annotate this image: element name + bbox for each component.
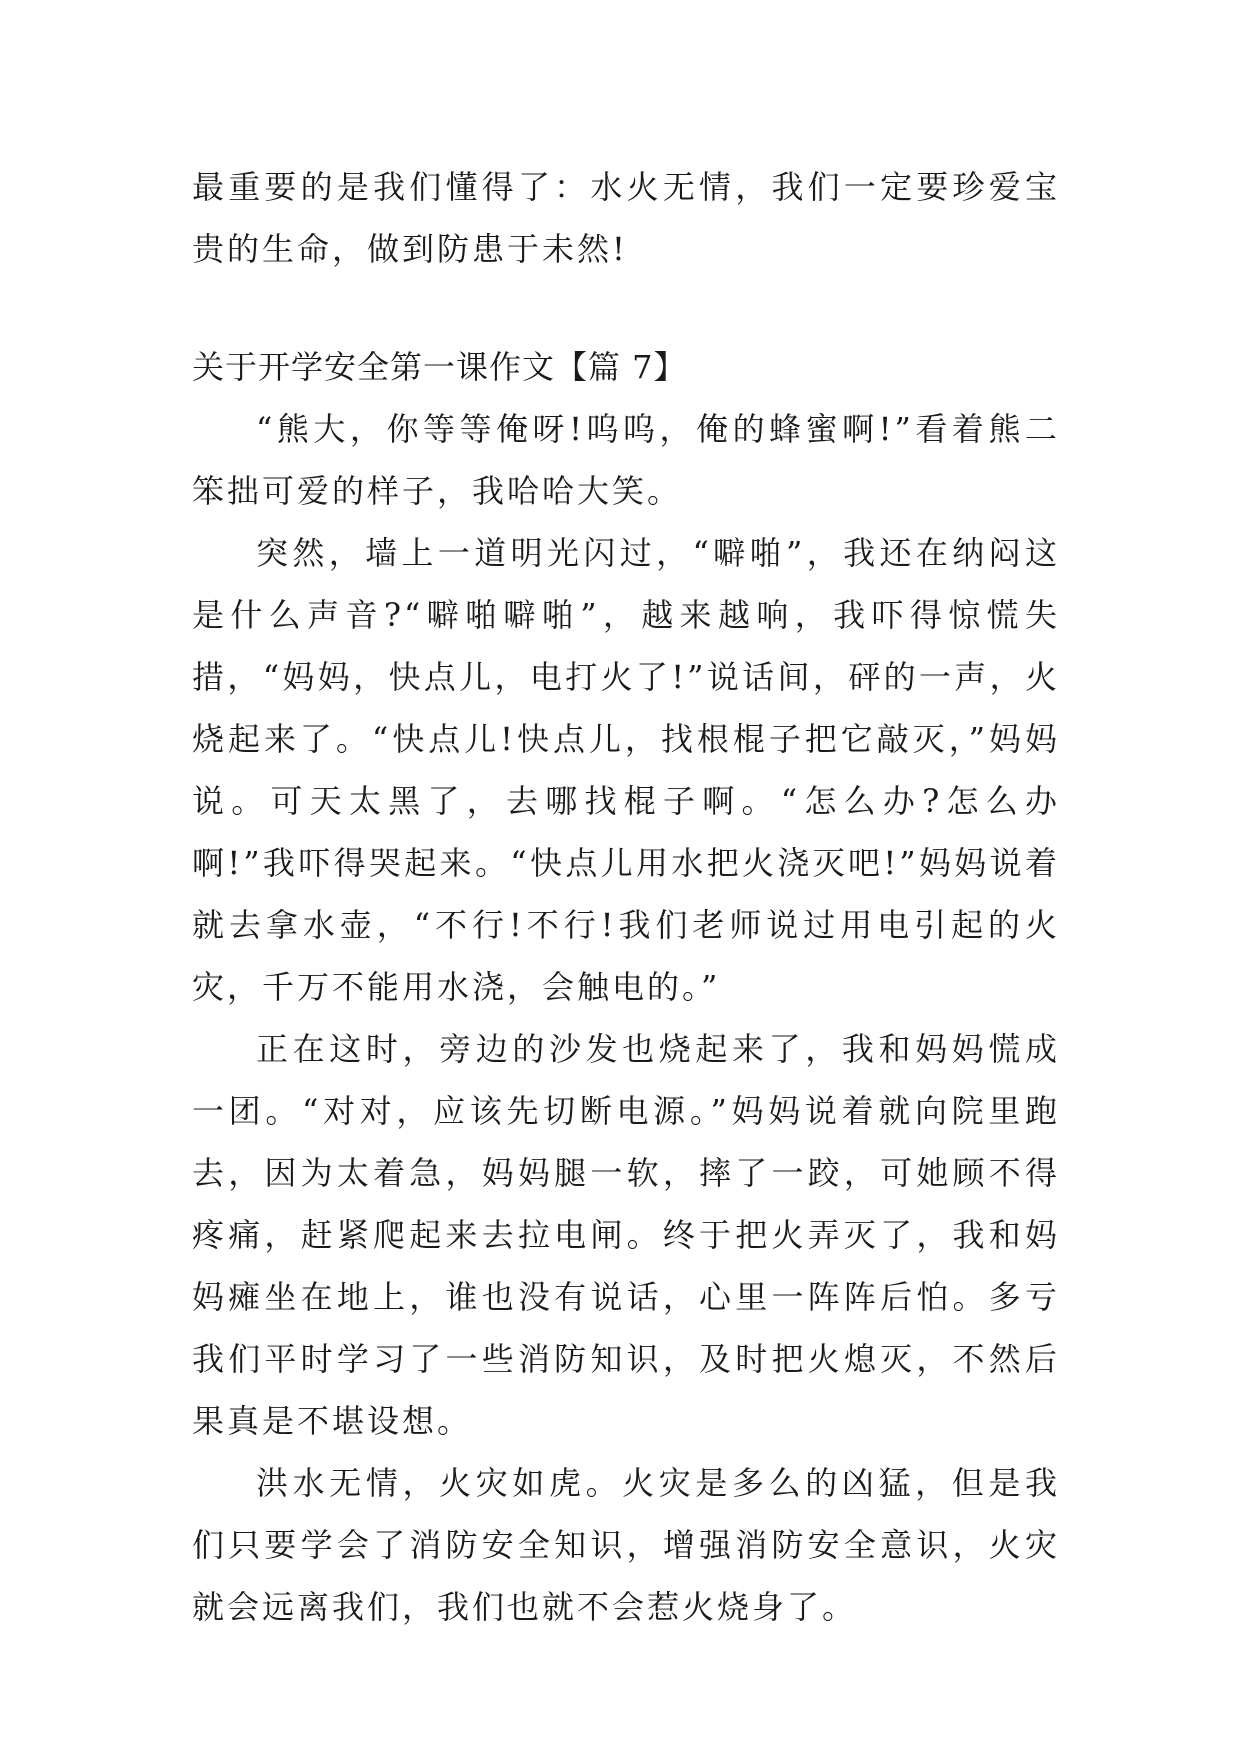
essay-body	[192, 398, 1060, 1638]
intro-paragraph: 最重要的是我们懂得了：水火无情，我们一定要珍爱宝贵的生命，做到防患于未然!	[192, 168, 1060, 268]
essay-paragraph-2: 突然，墙上一道明光闪过，“噼啪”，我还在纳闷这是什么声音?“噼啪噼啪”，越来越响，我吓得惊慌失措，“妈妈，快点儿，电打火了!”说话间，砰的一声，火烧起来了。“快点儿!快点儿，找根棍子把它敲灭，”妈妈说。可天太黑了，去哪找棍子啊。“怎么办?怎么办啊!”我吓得哭起来。“快点儿用水把火浇灭吧!”妈妈说着就去拿水壶，“不行!不行!我们老师说过用电引起的火灾，千万不能用水浇，会触电的。”	[192, 534, 1060, 1006]
intro-section	[192, 156, 1060, 280]
essay-title: 关于开学安全第一课作文【篇 7】	[192, 348, 687, 386]
essay-paragraph-3: 正在这时，旁边的沙发也烧起来了，我和妈妈慌成一团。“对对，应该先切断电源。”妈妈说着就向院里跑去，因为太着急，妈妈腿一软，摔了一跤，可她顾不得疼痛，赶紧爬起来去拉电闸。终于把火弄灭了，我和妈妈瘫坐在地上，谁也没有说话，心里一阵阵后怕。多亏我们平时学习了一些消防知识，及时把火熄灭，不然后果真是不堪设想。	[192, 1030, 1060, 1440]
essay-paragraph-1: “熊大，你等等俺呀!呜呜，俺的蜂蜜啊!”看着熊二笨拙可爱的样子，我哈哈大笑。	[192, 410, 1060, 510]
essay-paragraph-4: 洪水无情，火灾如虎。火灾是多么的凶猛，但是我们只要学会了消防安全知识，增强消防安全意识，火灾就会远离我们，我们也就不会惹火烧身了。	[192, 1464, 1060, 1626]
